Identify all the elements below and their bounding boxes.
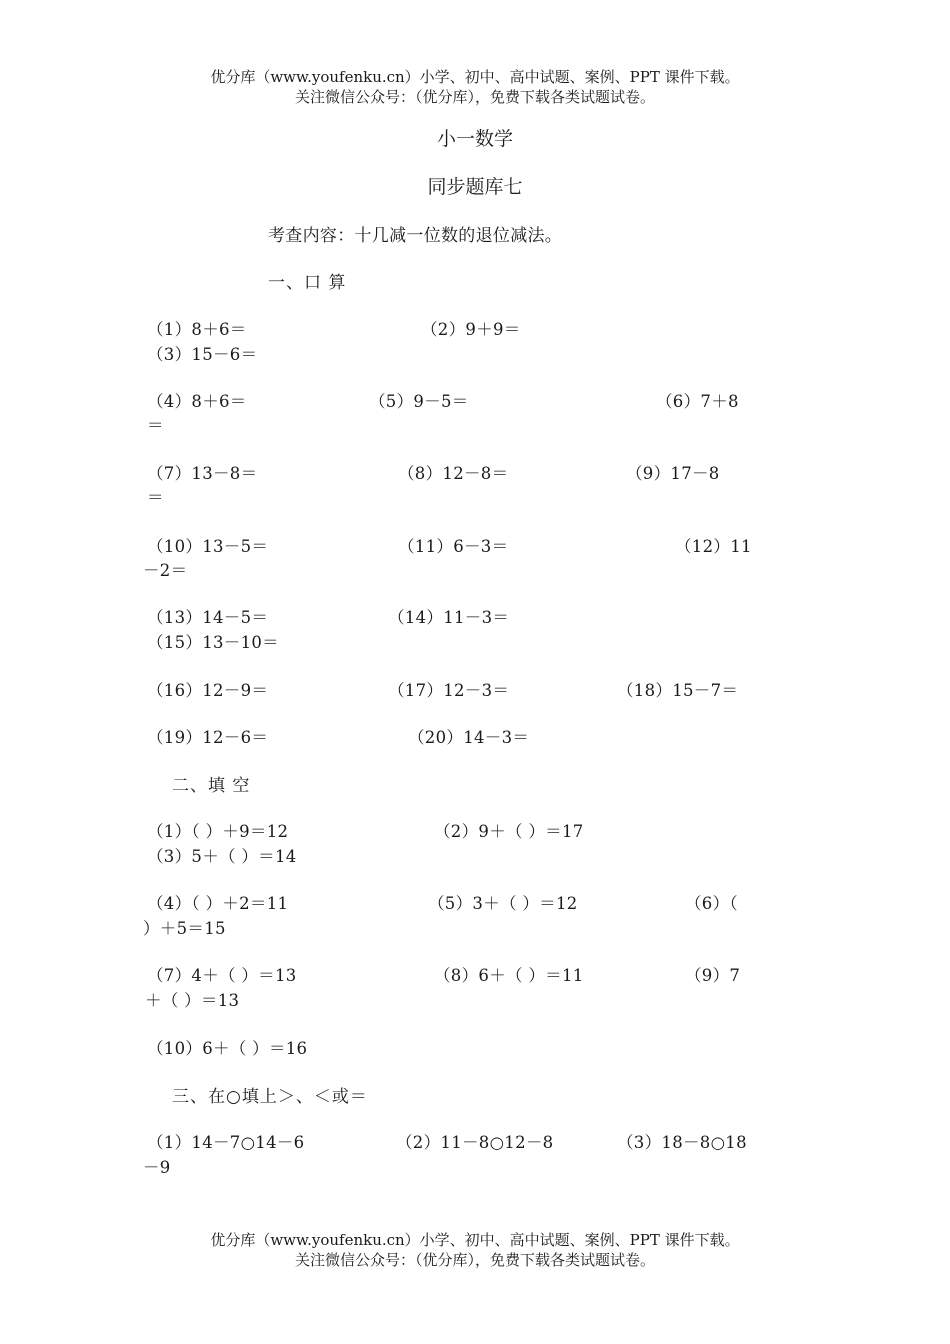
s2-q1: （1）（ ）＋9＝12 xyxy=(147,822,289,841)
s3-q1: （1）14－7○14－6 xyxy=(147,1133,305,1152)
s2-q10: （10）6＋（ ）＝16 xyxy=(147,1039,308,1058)
s2-q5: （5）3＋（ ）＝12 xyxy=(428,894,578,913)
s3-q3-cont: －9 xyxy=(143,1158,171,1177)
s1-q2: （2）9＋9＝ xyxy=(421,320,521,339)
s1-q5: （5）9－5＝ xyxy=(369,392,469,411)
section-1-heading: 一、口 算 xyxy=(268,273,347,293)
s2-q9-cont: ＋（ ）＝13 xyxy=(145,991,240,1010)
s1-q19: （19）12－6＝ xyxy=(147,728,269,747)
s2-q8: （8）6＋（ ）＝11 xyxy=(434,966,584,985)
s1-q4: （4）8＋6＝ xyxy=(147,392,247,411)
s1-q3: （3）15－6＝ xyxy=(147,345,258,364)
s3-q2: （2）11－8○12－8 xyxy=(396,1133,554,1152)
s1-q12-cont: －2＝ xyxy=(143,561,188,580)
s1-q8: （8）12－8＝ xyxy=(398,464,509,483)
doc-title: 小一数学 xyxy=(436,128,513,150)
doc-subtitle: 同步题库七 xyxy=(427,176,523,198)
section-3-heading: 三、在○填上＞、＜或＝ xyxy=(172,1087,368,1107)
s1-q20: （20）14－3＝ xyxy=(408,728,530,747)
s1-q17: （17）12－3＝ xyxy=(388,681,510,700)
s1-q9-cont: ＝ xyxy=(147,488,164,507)
s1-q18: （18）15－7＝ xyxy=(617,681,739,700)
s2-q6: （6）（ xyxy=(685,894,738,913)
s2-q6-cont: ）＋5＝15 xyxy=(143,919,226,938)
s1-q1: （1）8＋6＝ xyxy=(147,320,247,339)
s1-q15: （15）13－10＝ xyxy=(147,633,279,652)
s1-q16: （16）12－9＝ xyxy=(147,681,269,700)
s1-q10: （10）13－5＝ xyxy=(147,537,269,556)
s1-q13: （13）14－5＝ xyxy=(147,608,269,627)
s1-q11: （11）6－3＝ xyxy=(398,537,509,556)
header-line-2: 关注微信公众号：（优分库），免费下载各类试题试卷。 xyxy=(294,88,655,106)
s2-q2: （2）9＋（ ）＝17 xyxy=(434,822,584,841)
section-2-heading: 二、填 空 xyxy=(172,776,251,796)
s1-q12: （12）11 xyxy=(675,537,752,556)
s2-q4: （4）（ ）＋2＝11 xyxy=(147,894,289,913)
scope-text: 考查内容：十几减一位数的退位减法。 xyxy=(268,226,563,246)
s1-q6-cont: ＝ xyxy=(147,416,164,435)
s1-q14: （14）11－3＝ xyxy=(388,608,510,627)
s3-q3: （3）18－8○18 xyxy=(617,1133,747,1152)
s2-q7: （7）4＋（ ）＝13 xyxy=(147,966,297,985)
footer-line-2: 关注微信公众号：（优分库），免费下载各类试题试卷。 xyxy=(294,1251,655,1269)
header-line-1: 优分库（www.youfenku.cn）小学、初中、高中试题、案例、PPT 课件下载。 xyxy=(210,68,740,86)
s2-q9: （9）7 xyxy=(685,966,741,985)
s2-q3: （3）5＋（ ）＝14 xyxy=(147,847,297,866)
footer-line-1: 优分库（www.youfenku.cn）小学、初中、高中试题、案例、PPT 课件下载。 xyxy=(210,1231,740,1249)
s1-q9: （9）17－8 xyxy=(626,464,720,483)
s1-q7: （7）13－8＝ xyxy=(147,464,258,483)
s1-q6: （6）7＋8 xyxy=(656,392,739,411)
